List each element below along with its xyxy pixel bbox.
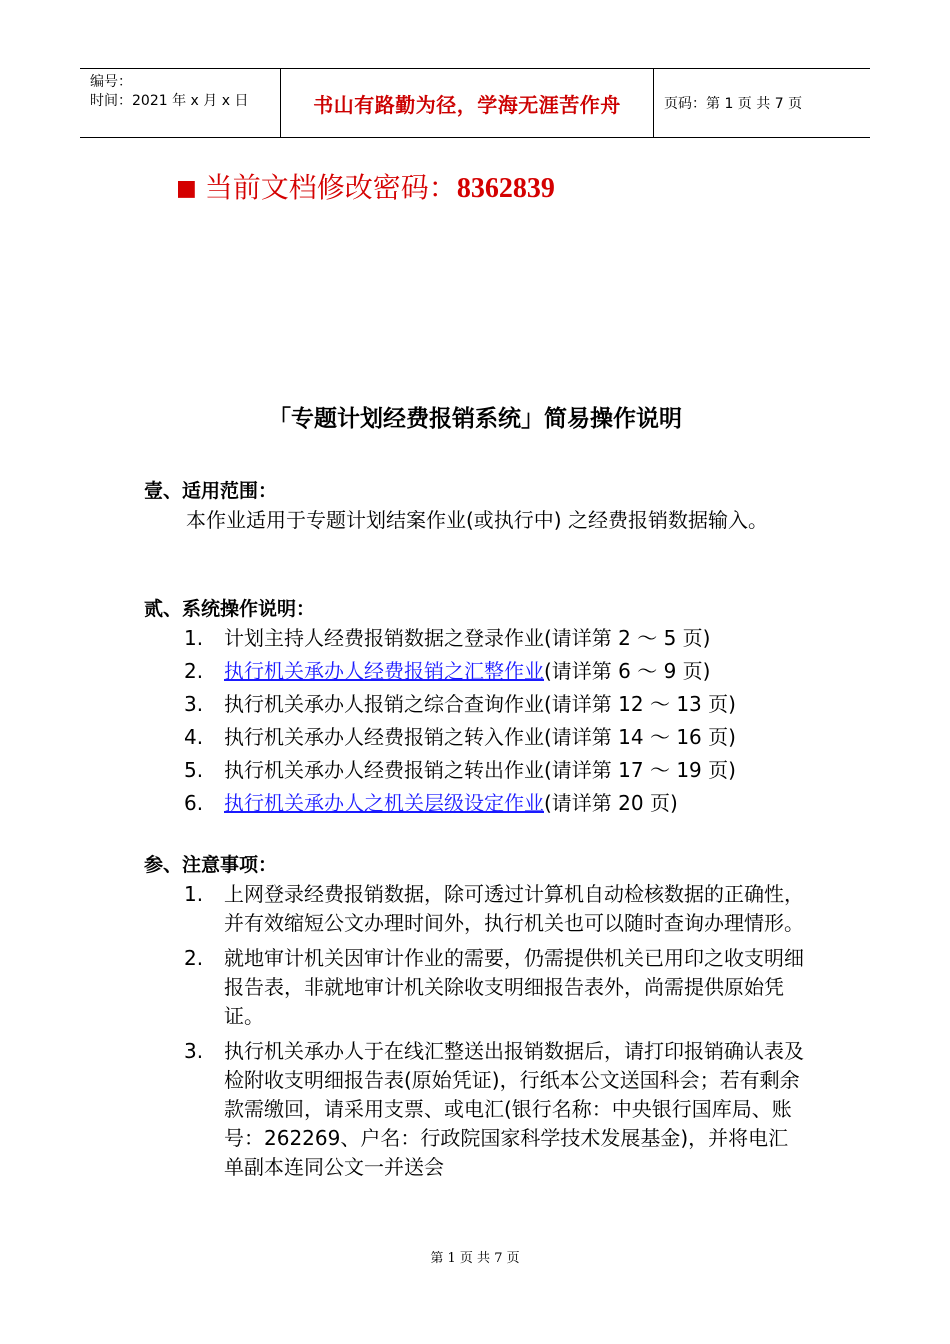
page-footer: 第 1 页 共 7 页 — [430, 1251, 520, 1266]
list-number: 3. — [184, 692, 204, 716]
section-notes-heading: 参、注意事项： — [144, 854, 278, 876]
password-label: 当前文档修改密码： — [204, 171, 457, 204]
operation-item-text — [224, 754, 808, 787]
operation-item — [184, 622, 808, 655]
section-scope-text: 本作业适用于专题计划结案作业(或执行中) 之经费报销数据输入。 — [186, 508, 768, 532]
operation-item-pages: (请详第 20 页) — [544, 791, 678, 815]
header-motto: 书山有路勤为径，学海无涯苦作舟 — [281, 69, 654, 137]
list-number: 3. — [184, 1039, 204, 1063]
page-header — [80, 68, 870, 138]
operation-item[interactable] — [184, 655, 808, 688]
section-operation-heading: 贰、系统操作说明： — [144, 598, 316, 620]
operation-item-text — [224, 655, 808, 688]
note-item — [184, 1037, 808, 1182]
operation-item-pages: 执行机关承办人报销之综合查询作业(请详第 12 ～ 13 页) — [224, 692, 736, 716]
operation-item-link[interactable]: 执行机关承办人之机关层级设定作业 — [224, 791, 544, 815]
operation-item-text — [224, 622, 808, 655]
operation-item-pages: (请详第 6 ～ 9 页) — [544, 659, 711, 683]
list-number: 2. — [184, 659, 204, 683]
document-number-label: 编号： — [90, 74, 132, 90]
operation-item — [184, 721, 808, 754]
operation-item-pages: 执行机关承办人经费报销之转出作业(请详第 17 ～ 19 页) — [224, 758, 736, 782]
note-item-text: 就地审计机关因审计作业的需要，仍需提供机关已用印之收支明细报告表，非就地审计机关除收支明细报告表外，尚需提供原始凭证。 — [224, 946, 804, 1028]
list-number: 6. — [184, 791, 204, 815]
operation-item-pages: 计划主持人经费报销数据之登录作业(请详第 2 ～ 5 页) — [224, 626, 711, 650]
document-title: 「专题计划经费报销系统」简易操作说明 — [268, 406, 682, 432]
note-item — [184, 880, 808, 938]
notes-list — [184, 880, 808, 1188]
header-meta — [80, 69, 281, 137]
header-page-info: 页码：第 1 页 共 7 页 — [664, 96, 803, 112]
password-code: 8362839 — [456, 173, 555, 204]
list-number: 1. — [184, 882, 204, 906]
operation-item-text — [224, 787, 808, 820]
operation-item-text — [224, 688, 808, 721]
operation-item-text — [224, 721, 808, 754]
square-bullet-icon: ■ — [176, 176, 197, 201]
list-number: 4. — [184, 725, 204, 749]
operation-item — [184, 688, 808, 721]
section-scope-heading: 壹、适用范围： — [144, 480, 278, 502]
operation-list — [184, 622, 808, 820]
document-date: 时间：2021 年 x 月 x 日 — [90, 93, 249, 109]
list-number: 1. — [184, 626, 204, 650]
operation-item-pages: 执行机关承办人经费报销之转入作业(请详第 14 ～ 16 页) — [224, 725, 736, 749]
operation-item[interactable] — [184, 787, 808, 820]
operation-item-link[interactable]: 执行机关承办人经费报销之汇整作业 — [224, 659, 544, 683]
edit-password-notice — [176, 166, 555, 206]
list-number: 2. — [184, 946, 204, 970]
list-number: 5. — [184, 758, 204, 782]
note-item — [184, 944, 808, 1031]
operation-item — [184, 754, 808, 787]
note-item-text: 上网登录经费报销数据，除可透过计算机自动检核数据的正确性，并有效缩短公文办理时间外，执行机关也可以随时查询办理情形。 — [224, 882, 804, 935]
note-item-text: 执行机关承办人于在线汇整送出报销数据后，请打印报销确认表及检附收支明细报告表(原始凭证)，行纸本公文送国科会；若有剩余款需缴回，请采用支票、或电汇(银行名称：中央银行国库局、账号：262269、户名：行政院国家科学技术发展基金)，并将电汇单副本连同公文一并送会 — [224, 1039, 804, 1179]
